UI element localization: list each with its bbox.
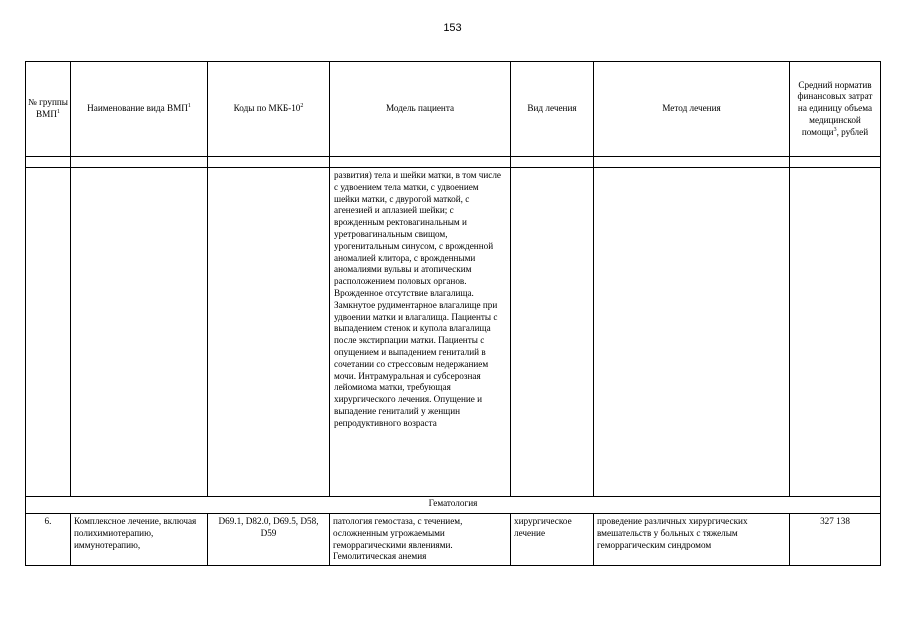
spacer-row xyxy=(26,157,881,168)
footnote-mark: 3 xyxy=(833,126,837,133)
empty-cell xyxy=(790,168,881,497)
empty-cell xyxy=(71,157,208,168)
section-row xyxy=(26,497,881,514)
header-patient-model: Модель пациента xyxy=(330,62,511,157)
header-name xyxy=(71,62,208,157)
header-cost-label: Средний норматив финансовых затрат на единицу объема медицинской помощи xyxy=(797,79,873,137)
empty-cell xyxy=(71,168,208,497)
header-name-label: Наименование вида ВМП xyxy=(87,103,188,114)
header-group-no xyxy=(26,62,71,157)
empty-cell xyxy=(594,168,790,497)
continued-row xyxy=(26,168,881,497)
header-treatment-type: Вид лечения xyxy=(511,62,594,157)
section-title: Гематология xyxy=(26,497,881,514)
header-codes-label: Коды по МКБ-10 xyxy=(233,103,301,114)
empty-cell xyxy=(208,168,330,497)
footnote-mark: 1 xyxy=(187,103,191,110)
header-cost xyxy=(790,62,881,157)
row-method: проведение различных хирургических вмешательств у больных с тяжелым геморрагическим синдромом xyxy=(594,514,790,566)
row-patient-model: патология гемостаза, с течением, осложненным угрожаемыми геморрагическими явлениями. Гемолитическая анемия xyxy=(330,514,511,566)
row-cost: 327 138 xyxy=(790,514,881,566)
continued-patient-model: развития) тела и шейки матки, в том числе с удвоением тела матки, с удвоением шейки матки, с двурогой маткой, с агенезией и аплазией шейки; с врожденным ректовагинальным и уретровагинальным свищом, урогенитальным синусом, с врожденной аномалией клитора, с врожденными аномалиями вульвы и атопическим расположением половых органов. Врожденное отсутствие влагалища. Замкнутое рудиментарное влагалище при удвоении матки и влагалища. Пациенты с выпадением стенок и купола влагалища после экстирпации матки. Пациенты с опущением и выпадением гениталий в сочетании со стрессовым недержанием мочи. Интрамуральная и субсерозная лейомиома матки, требующая хирургического лечения. Опущение и выпадение гениталий у женщин репродуктивного возраста xyxy=(330,168,511,497)
footnote-mark: 2 xyxy=(300,103,304,110)
row-no: 6. xyxy=(26,514,71,566)
header-row xyxy=(26,62,881,157)
row-codes: D69.1, D82.0, D69.5, D58, D59 xyxy=(208,514,330,566)
header-cost-unit: , рублей xyxy=(836,126,869,137)
header-method: Метод лечения xyxy=(594,62,790,157)
header-codes xyxy=(208,62,330,157)
empty-cell xyxy=(511,157,594,168)
vmp-table xyxy=(25,61,881,566)
empty-cell xyxy=(511,168,594,497)
page-number: 153 xyxy=(443,22,462,34)
footnote-mark: 1 xyxy=(56,108,60,115)
row-name: Комплексное лечение, включая полихимиотерапию, иммунотерапию, xyxy=(71,514,208,566)
row-treatment-type: хирургическое лечение xyxy=(511,514,594,566)
empty-cell xyxy=(26,157,71,168)
table-row xyxy=(26,514,881,566)
empty-cell xyxy=(594,157,790,168)
empty-cell xyxy=(26,168,71,497)
header-group-no-label: № группы ВМП xyxy=(28,97,68,119)
empty-cell xyxy=(330,157,511,168)
empty-cell xyxy=(208,157,330,168)
empty-cell xyxy=(790,157,881,168)
